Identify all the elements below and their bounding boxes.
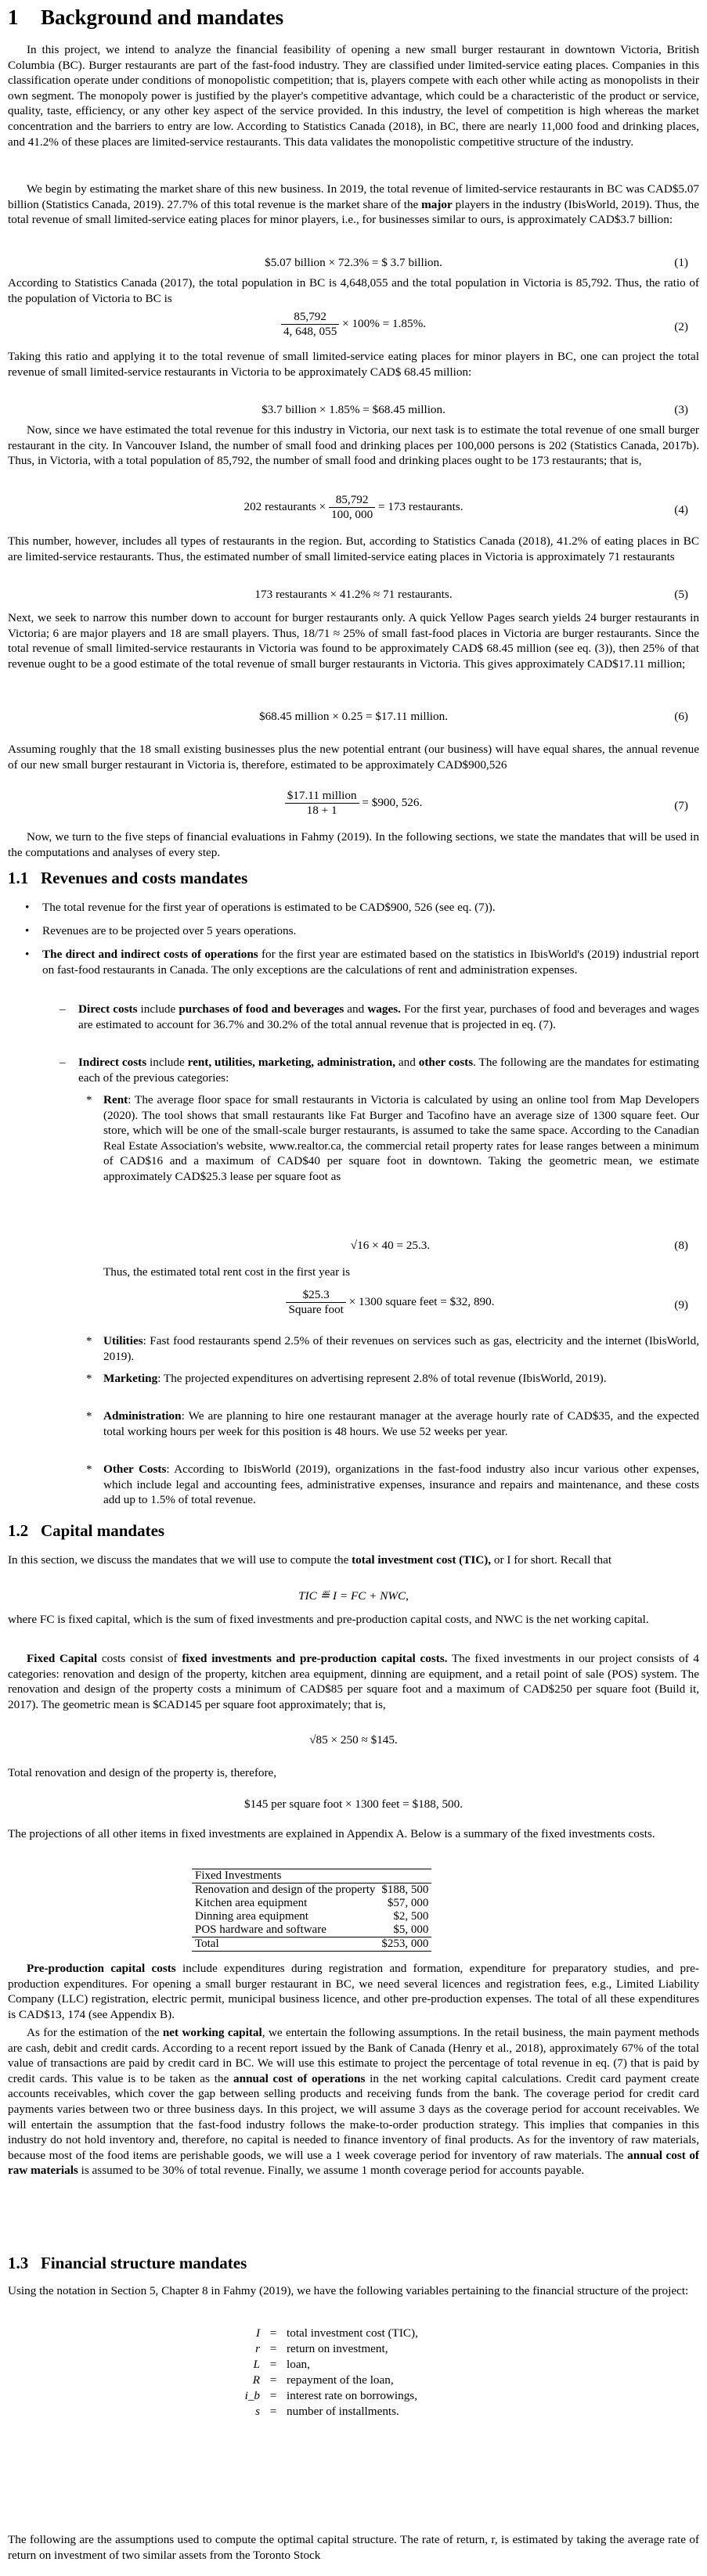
paragraph-capital-intro: In this section, we discuss the mandates that we will use to compute the total investment cost (TIC), or I for short. Recall that — [8, 1553, 612, 1567]
variable-row: I = total investment cost (TIC), — [255, 2326, 418, 2340]
paragraph-population: According to Statistics Canada (2017), the total population in BC is 4,648,055 and the total population in Victoria is 85,792. Thus, the ratio of the population of Victoria to BC is — [8, 276, 699, 305]
item-rent: * Rent: The average floor space for small restaurants in Victoria is calculated by using an online tool from Map Developers (2020). The tool shows that small restaurants like Fat Burger and Tacofino have an average size of 1300 square feet. Our store, which will be one of the small-scale burger restaurants, is assumed to take the same space. According to the Canadian Real Estate Association's website, www.realtor.ca, the commercial retail property rates for lease ranges between a minimum of CAD$16 and a maximum of CAD$40 per square foot in downtown. Taking the geometric mean, we estimate approximately CAD$25.3 lease per square foot as — [86, 1093, 699, 1183]
paragraph-five-steps: Now, we turn to the five steps of financial evaluations in Fahmy (2019). In the following sections, we state the mandates that will be used in the computations and analyses of every step. — [8, 830, 699, 859]
paragraph-pre-production: Pre-production capital costs include expenditures during registration and formation, expenditure for preparatory studies, and pre-production expenditures. For opening a small burger restaurant in BC, we need several licences and registration fees, e.g., Limited Liability Company (LLC) registration, electric permit, municipal business licence, and other pre-production expenses. The total of all these expenditures is CAD$13, 174 (see Appendix B). — [8, 1962, 699, 2021]
item-administration: * Administration: We are planning to hire one restaurant manager at the average hourly rate of CAD$35, and the expected total working hours per week for this position is 48 hours. We use 52 weeks per year. — [86, 1409, 699, 1438]
section-heading: 1 Background and mandates — [8, 5, 284, 29]
bullet-costs: • The direct and indirect costs of operations for the first year are estimated based on the statistics in IbisWorld's (2019) industrial report on fast-food restaurants in Canada. The only exceptions are the calculations of rent and administration expenses. — [25, 948, 699, 977]
paragraph-burger-share: Next, we seek to narrow this number down to account for burger restaurants only. A quick Yellow Pages search yields 24 burger restaurants in Victoria; 6 are major players and 18 are small players. Thus, 18/71 ≈ 25% of small fast-food places in Victoria are burger restaurants. Since the total revenue of small limited-service restaurants in Victoria was found to be approximately CAD$ 68.45 million (see eq. (3)), then 25% of that revenue ought to be a good estimate of the total revenue of small burger restaurants in Victoria. This gives approximately CAD$17.11 million; — [8, 611, 699, 671]
paragraph-net-working-capital: As for the estimation of the net working capital, we entertain the following assumptions. In the retail business, the main payment methods are cash, debit and credit cards. According to a recent report issued by the Bank of Canada (Henry et al., 2018), approximately 67% of the total value of transactions are paid by credit card in BC. We will use this estimate to project the percentage of total revenue in eq. (7) that is paid by credit cards. This value is to be taken as the annual cost of operations in the net working capital calculations. Credit card payment create accounts receivables, which cover the gap between selling products and receiving funds from the bank. The coverage period for credit card payments varies between two or three business days. In this project, we will assume 3 days as the coverage period for account receivables. We will entertain the assumption that the fast-food industry follows the make-to-order production strategy. This implies that companies in this industry do not hold inventory and, therefore, no capital is needed to finance inventory of final products. As for the inventory of raw materials, because most of the food items are perishable goods, we will use a 1 week coverage period for inventory of raw materials. The annual cost of raw materials is assumed to be 30% of total revenue. Finally, we assume 1 month coverage period for accounts payable. — [8, 2026, 700, 2178]
fixed-investments-table — [192, 1869, 431, 1952]
paragraph-appendix-a: The projections of all other items in fixed investments are explained in Appendix A. Below is a summary of the fixed investments costs. — [8, 1827, 655, 1840]
paragraph-assumptions: The following are the assumptions used to compute the optimal capital structure. The rate of return, r, is estimated by taking the average rate of return on investment of two similar assets from the Toronto Stock — [8, 2533, 699, 2562]
total-renovation-label: Total renovation and design of the property is, therefore, — [8, 1766, 277, 1779]
variable-list — [232, 2326, 418, 2419]
subsection-heading-revenues: 1.1 Revenues and costs mandates — [8, 869, 248, 887]
variable-row: L = loan, — [253, 2358, 310, 2371]
equation-7: $\frac{\text{\$17.11 million}}{18 + 1}$ = $900, 526. (7) — [8, 789, 699, 818]
equation-3: $3.7 billion × 1.85% = $68.45 million. (3) — [262, 403, 688, 416]
table-total-row: Total $253, 000 — [192, 1937, 431, 1952]
paragraph-victoria-revenue: Taking this ratio and applying it to the total revenue of small limited-service eating places for minor players in BC, one can project the total revenue of small limited-service restaurants in Victoria to be approximately CAD$ 68.45 million: — [8, 350, 699, 379]
item-marketing: * Marketing: The projected expenditures on advertising represent 2.8% of total revenue (IbisWorld, 2019). — [86, 1372, 607, 1385]
paragraph-financial-intro: Using the notation in Section 5, Chapter 8 in Fahmy (2019), we have the following variables pertaining to the financial structure of the project: — [8, 2284, 689, 2297]
paragraph-intro: In this project, we intend to analyze the financial feasibility of opening a new small burger restaurant in downtown Victoria, British Columbia (BC). Burger restaurants are part of the fast-food industry. They are classified under limited-service eating places. Companies in this classification operate under conditions of monopolistic competition; that is, players compete with each other while acting as monopolists in their own segment. The monopoly power is justified by the player's competitive advantage, which could be a characteristic of the product or service, quality, taste, efficiency, or any other key aspect of the service provided. In this industry, the level of competition is high whereas the market concentration and the barriers to entry are low. According to Statistics Canada (2018), in BC, there are nearly 11,000 food and drinking places, and 41.2% of these places are limited-service restaurants. This data validates the monopolistic competitive structure of the industry. — [8, 43, 699, 149]
table-row: Renovation and design of the property $188, 500 — [195, 1883, 429, 1896]
equation-9: $\frac{\$25.3}{\text{Square foot}}$ × 1300 square feet = $32, 890. (9) — [81, 1288, 699, 1317]
table-row: Dinning area equipment $2, 500 — [195, 1910, 429, 1923]
paragraph-market-share: We begin by estimating the market share of this new business. In 2019, the total revenue of limited-service restaurants in BC was CAD$5.07 billion (Statistics Canada, 2019). 27.7% of this total revenue is the market share of the major players in the industry (IbisWorld, 2019). Thus, the total revenue of small limited-service eating places for minor players, i.e., for businesses similar to ours, is approximately CAD$3.7 billion: — [8, 182, 700, 227]
item-direct-costs: – Direct costs include purchases of food and beverages and wages. For the first year, purchases of food and beverages and wages are estimated to account for 36.7% and 30.2% of the total annual revenue that is projected in eq. (7). — [60, 1002, 700, 1031]
bullet-projection: • Revenues are to be projected over 5 years operations. — [25, 924, 297, 937]
equation-6: $68.45 million × 0.25 = $17.11 million. (6) — [258, 710, 688, 723]
rent-after-text: Thus, the estimated total rent cost in the first year is — [103, 1265, 351, 1279]
paragraph-restaurant-count: Now, since we have estimated the total revenue for this industry in Victoria, our next task is to estimate the total revenue of one small burger restaurant in the city. In Vancouver Island, the number of small food and drinking places per 100,000 persons is 202 (Statistics Canada, 2017b). Thus, in Victoria, with a total population of 85,792, the number of small food and drinking places ought to be 173 restaurants; that is, — [8, 423, 699, 468]
equation-4: 202 restaurants × $\frac{85,792}{100, 000}$ = 173 restaurants. (4) — [243, 493, 688, 521]
equation-5: 173 restaurants × 41.2% ≈ 71 restaurants. (5) — [254, 588, 688, 601]
item-utilities: * Utilities: Fast food restaurants spend 2.5% of their revenues on services such as gas, electricity and the internet (IbisWorld, 2019). — [86, 1334, 699, 1363]
variable-row: r = return on investment, — [255, 2342, 388, 2355]
item-other-costs: * Other Costs: According to IbisWorld (2019), organizations in the fast-food industry also incur various other expenses, which include legal and accounting fees, administrative expenses, insurance and repairs and maintenance, and these costs add up to 1.5% of total revenue. — [86, 1462, 699, 1507]
paragraph-fixed-capital: Fixed Capital costs consist of fixed investments and pre-production capital costs. The fixed investments in our project consists of 4 categories: renovation and design of the property, kitchen area equipment, dinning are equipment, and a retail point of sale (POS) system. The renovation and design of the property costs a minimum of CAD$85 per square foot and a maximum of CAD$250 per square foot (Build it, 2017). The geometric mean is $CAD145 per square foot approximately; that is, — [8, 1652, 699, 1711]
paragraph-where: where FC is fixed capital, which is the sum of fixed investments and pre-production capital costs, and NWC is the net working capital. — [8, 1613, 649, 1626]
subsection-heading-financial-structure: 1.3 Financial structure mandates — [8, 2254, 247, 2272]
paragraph-annual-revenue: Assuming roughly that the 18 small existing businesses plus the new potential entrant (our business) will have equal shares, the annual revenue of our new small burger restaurant in Victoria is, therefore, estimated to be approximately CAD$900,526 — [8, 743, 699, 772]
equation-geometric-mean: √85 × 250 ≈ $145. — [309, 1733, 398, 1747]
equation-tic: TIC ≝ I = FC + NWC, — [298, 1589, 409, 1603]
equation-2: $\frac{85,792}{4, 648, 055}$ × 100% = 1.85%. (2) — [8, 310, 699, 339]
item-indirect-costs: – Indirect costs include rent, utilities, marketing, administration, and other costs. The following are the mandates for estimating each of the previous categories: — [60, 1056, 700, 1085]
variable-row: s = number of installments. — [255, 2405, 399, 2418]
variable-row: R = repayment of the loan, — [252, 2373, 394, 2387]
paragraph-limited-service: This number, however, includes all types of restaurants in the region. But, according to Statistics Canada (2018), 41.2% of eating places in BC are limited-service restaurants. Thus, the estimated number of small limited-service eating places in Victoria is approximately 71 restaurants — [8, 534, 699, 563]
variable-row: i_b = interest rate on borrowings, — [244, 2389, 418, 2402]
subsection-heading-capital: 1.2 Capital mandates — [8, 1521, 165, 1540]
bullet-total-revenue: • The total revenue for the first year of operations is estimated to be CAD$900, 526 (see eq. (7)). — [25, 901, 496, 914]
equation-8: √16 × 40 = 25.3. (8) — [350, 1239, 688, 1252]
table-row: Kitchen area equipment $57, 000 — [195, 1897, 429, 1909]
table-row: POS hardware and software $5, 000 — [195, 1923, 429, 1936]
table-header-row: Fixed Investments — [192, 1869, 431, 1883]
equation-total-renovation: $145 per square foot × 1300 feet = $188, 500. — [243, 1797, 464, 1811]
equation-1: $5.07 billion × 72.3% = $ 3.7 billion. (1) — [265, 256, 688, 269]
